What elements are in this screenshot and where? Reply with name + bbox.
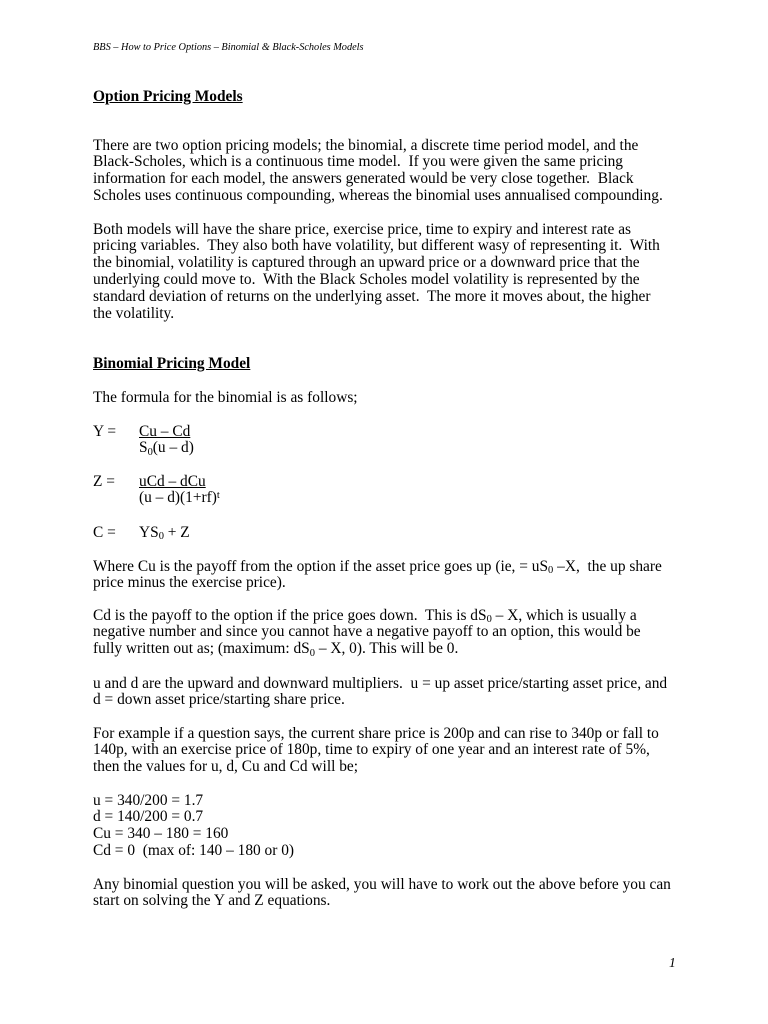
fraction-numerator: Cu – Cd [139,422,191,440]
text-line: information for each model, the answers generated would be very close together. Black [93,170,634,188]
text-segment: fully written out as; (maximum: dS [93,640,310,658]
fraction [139,424,194,458]
formula-c [93,525,293,559]
value-line: Cu = 340 – 180 = 160 [93,824,229,842]
text-line: The formula for the binomial is as follows; [93,388,358,406]
subscript: 0 [158,531,164,543]
text-line [93,641,641,658]
formula-label: Y = [93,422,117,440]
text-segment: YS [139,523,159,541]
text-line: u and d are the upward and downward multipliers. u = up asset price/starting asset price, and [93,674,668,692]
text-line: For example if a question says, the current share price is 200p and can rise to 340p or fall to [93,724,659,742]
formula-expression [139,525,190,542]
text-line: the volatility. [93,304,175,322]
value-line: Cd = 0 (max of: 140 – 180 or 0) [93,841,295,859]
fraction [139,474,220,508]
page-title: Option Pricing Models [93,87,243,105]
subscript: 0 [309,648,315,660]
cd-explanation [93,608,641,659]
page-number: 1 [669,955,676,970]
text-segment: – X, which is usually a [491,606,637,624]
fraction-denominator [139,440,194,457]
subscript: 0 [548,565,554,577]
text-line [93,608,641,625]
text-line: then the values for u, d, Cu and Cd will be; [93,758,359,776]
text-segment: S [139,439,148,457]
text-line: the binomial, volatility is captured through an upward price or a downward price that the [93,254,640,272]
formula-label: C = [93,523,116,541]
text-line: underlying could move to. With the Black Scholes model volatility is represented by the [93,271,640,289]
closing-paragraph [93,877,671,911]
intro-paragraph-2 [93,222,660,323]
formula-intro [93,390,358,407]
text-segment: – X, 0). This will be 0. [314,640,459,658]
text-segment: Cd is the payoff to the option if the price goes down. This is dS [93,606,487,624]
text-line: d = down asset price/starting share price. [93,691,345,709]
text-line [93,559,662,576]
subscript: 0 [147,447,153,459]
fraction-denominator [139,490,220,507]
text-line: 140p, with an exercise price of 180p, time to expiry of one year and an interest rate of 5%, [93,741,650,759]
example-values [93,793,294,860]
running-header: BBS – How to Price Options – Binomial & Black-Scholes Models [93,42,364,53]
text-line: Black-Scholes, which is a continuous time model. If you were given the same pricing [93,153,623,171]
text-line: Any binomial question you will be asked, you will have to work out the above before you can [93,875,671,893]
text-segment: + Z [163,523,190,541]
subscript: 0 [486,614,492,626]
text-line: negative number and since you cannot have a negative payoff to an option, this would be [93,623,641,641]
formula-z [93,474,293,508]
text-line: standard deviation of returns on the underlying asset. The more it moves about, the higher [93,288,651,306]
intro-paragraph-1 [93,138,663,206]
text-line: price minus the exercise price). [93,574,286,592]
example-paragraph [93,726,659,777]
cu-explanation [93,559,662,593]
text-line: Both models will have the share price, exercise price, time to expiry and interest rate as [93,220,632,238]
formula-label: Z = [93,472,115,490]
formula-y [93,424,293,458]
value-line: u = 340/200 = 1.7 [93,791,204,809]
superscript: t [216,489,220,501]
text-segment: –X, the up share [553,557,662,575]
multipliers-paragraph [93,676,667,710]
fraction-numerator: uCd – dCu [139,472,206,490]
section-heading: Binomial Pricing Model [93,354,251,372]
text-line: Scholes uses continuous compounding, whereas the binomial uses annualised compounding. [93,187,663,205]
text-line: pricing variables. They also both have volatility, but different wasy of representing it. With [93,237,660,255]
text-segment: (u – d)(1+rf) [139,489,217,507]
text-segment: (u – d) [152,439,194,457]
text-line: There are two option pricing models; the binomial, a discrete time period model, and the [93,136,639,154]
text-line: start on solving the Y and Z equations. [93,892,331,910]
expression-line [139,525,190,542]
value-line: d = 140/200 = 0.7 [93,808,204,826]
text-segment: Where Cu is the payoff from the option if the asset price goes up (ie, = uS [93,557,549,575]
